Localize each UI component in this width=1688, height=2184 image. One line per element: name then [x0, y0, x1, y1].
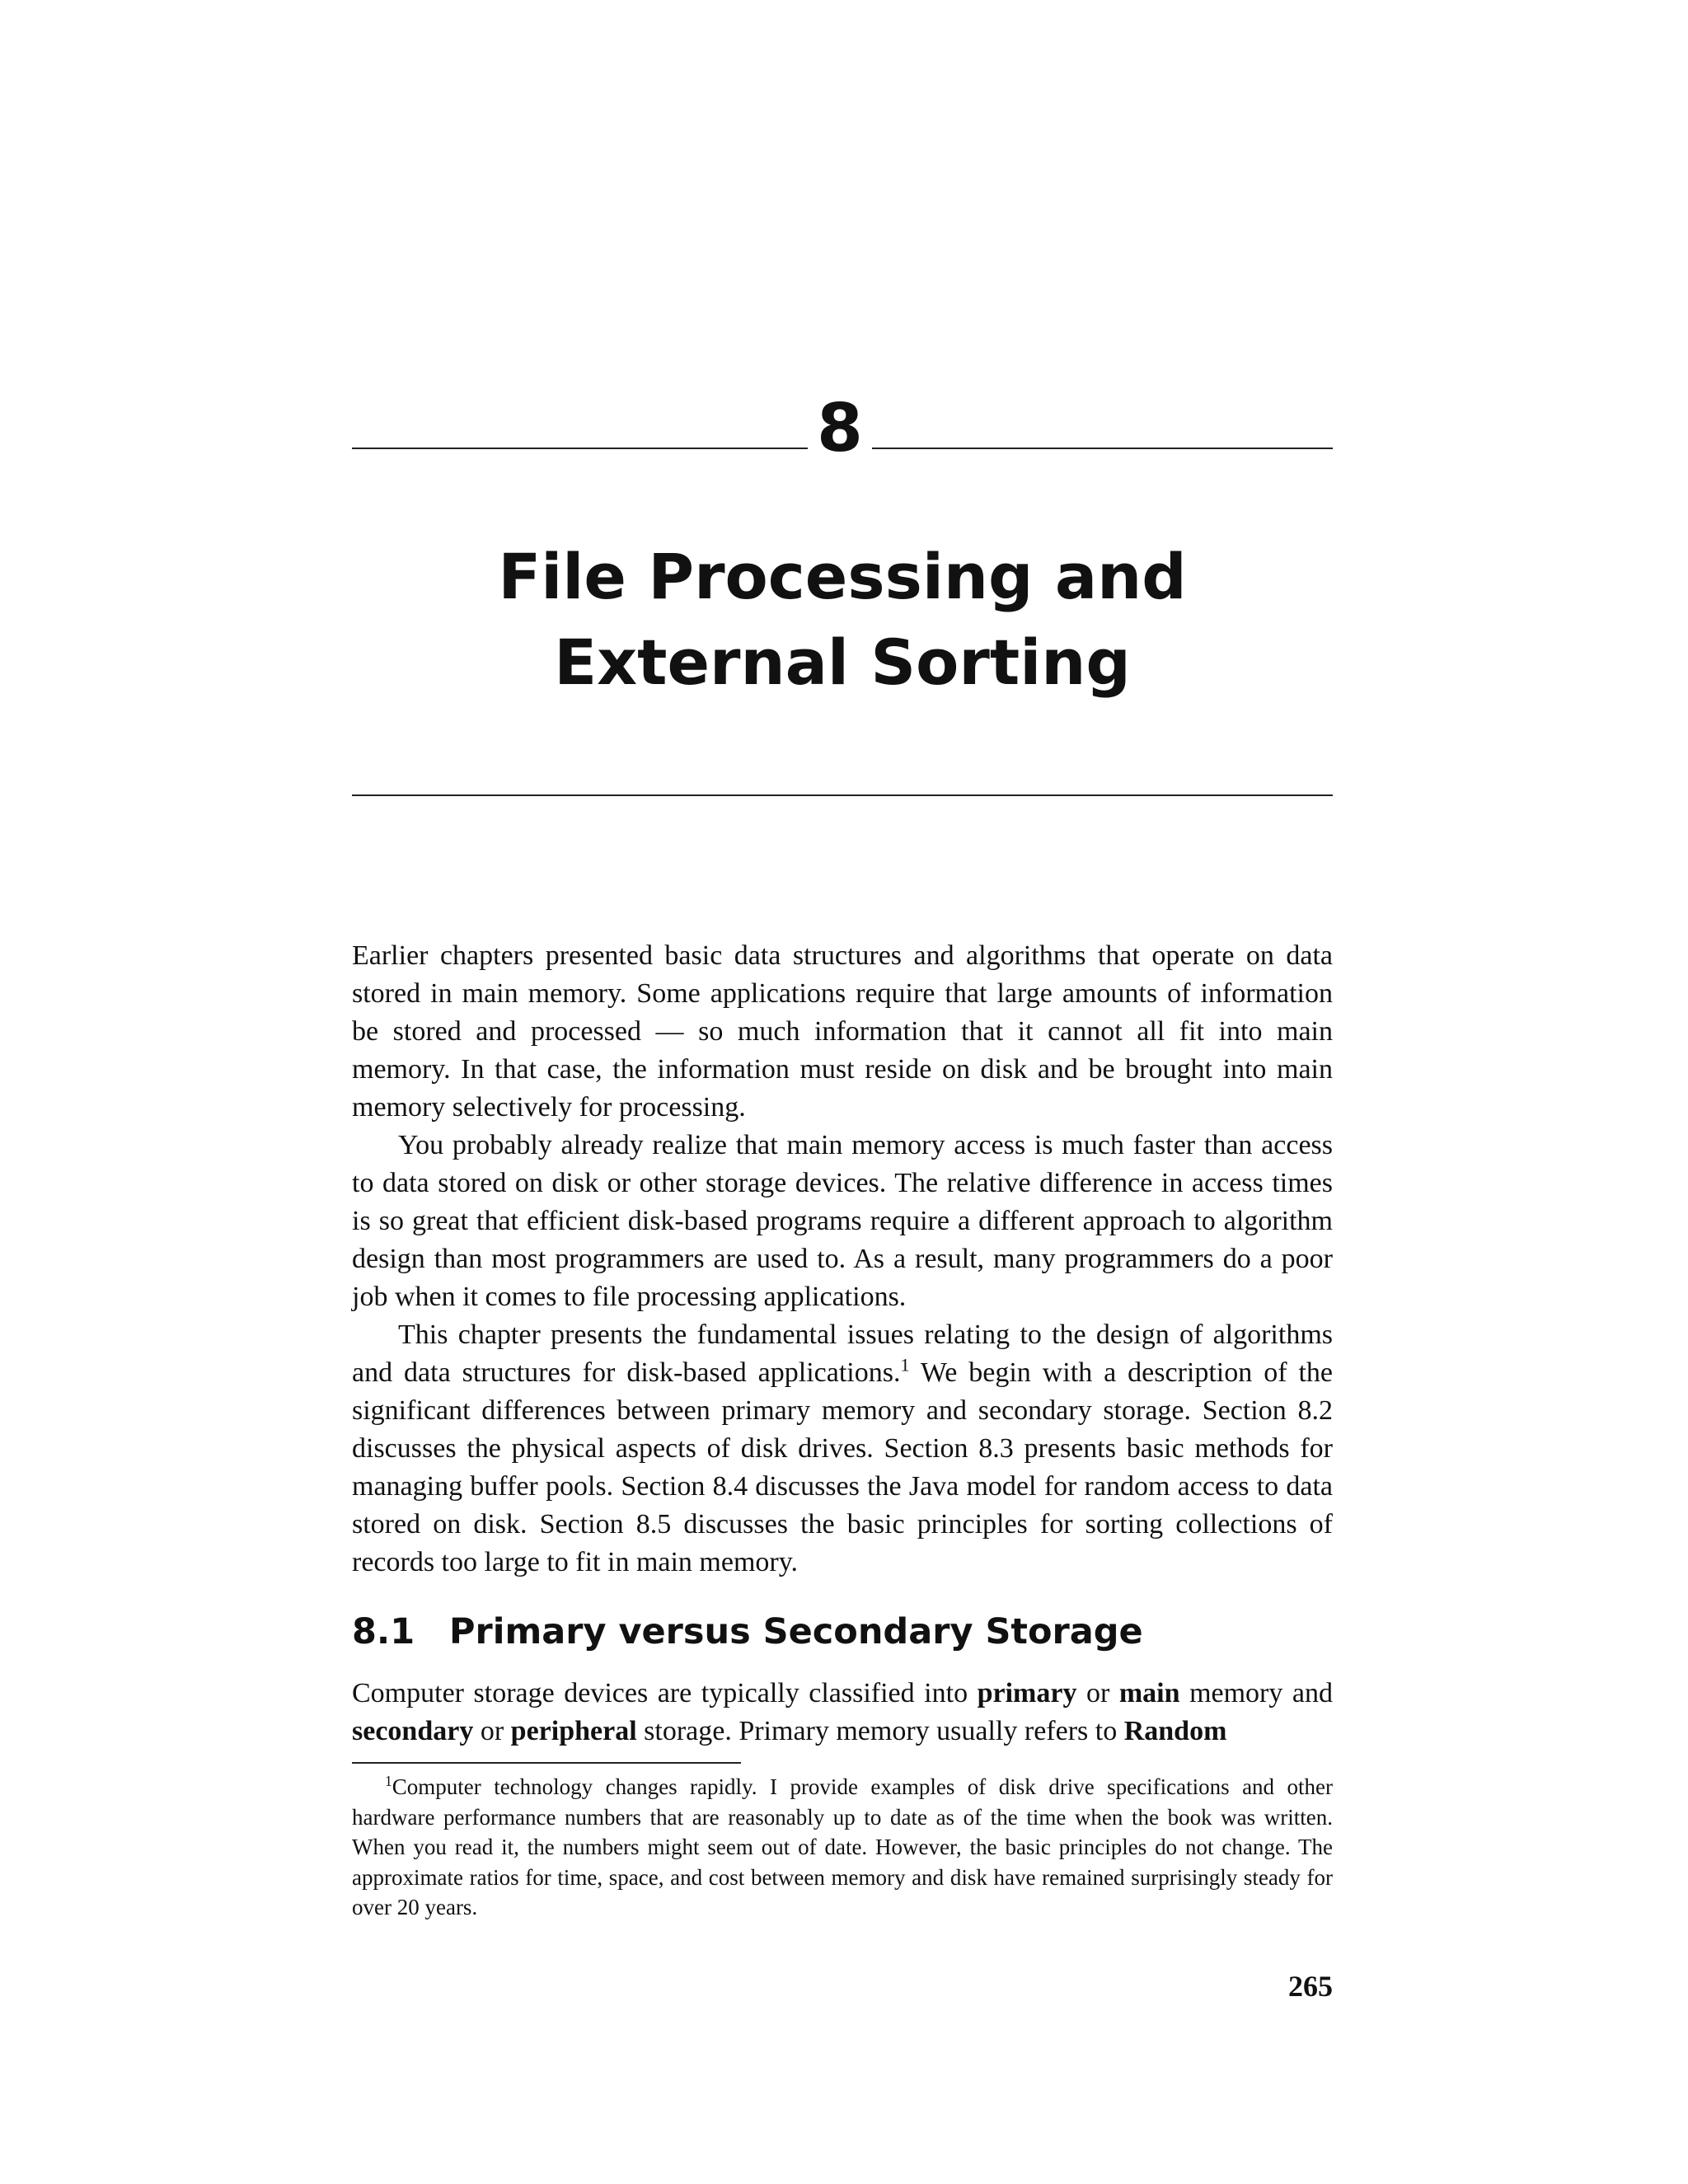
section-text-run: or [473, 1716, 511, 1746]
title-divider [352, 794, 1333, 796]
footnote [352, 1772, 1333, 1923]
section-text-run: Computer storage devices are typically classified into [352, 1678, 978, 1708]
footnote-text: Computer technology changes rapidly. I provide examples of disk drive specifications and other hardware performance numbers that are reasonably up to date as of the time when the book was written. When you read it, the numbers might seem out of date. However, the basic principles do not change. The approximate ratios for time, space, and cost between memory and disk have remained surprisingly steady for over 20 years. [352, 1774, 1333, 1919]
footnote-marker: 1 [385, 1773, 392, 1789]
intro-text [352, 937, 1333, 1582]
intro-paragraph-1: Earlier chapters presented basic data structures and algorithms that operate on data stored in main memory. Some applications require that large amounts of information be stored and processed — so much information that it cannot all fit into main memory. In that case, the information must reside on disk and be brought into main memory selectively for processing. [352, 940, 1333, 1122]
intro-paragraph-2: You probably already realize that main memory access is much faster than access to data stored on disk or other storage devices. The relative difference in access times is so great that efficient disk-based programs require a different approach to algorithm design than most programmers are used to. As a result, many programmers do a poor job when it comes to file processing applications. [352, 1130, 1333, 1312]
footnote-paragraph [352, 1772, 1333, 1923]
term-random: Random [1123, 1716, 1227, 1746]
chapter-rule-left [352, 448, 808, 449]
chapter-number: 8 [817, 390, 863, 466]
section-number: 8.1 [352, 1611, 415, 1652]
chapter-header [352, 387, 1333, 470]
footnote-rule [352, 1762, 741, 1764]
term-primary: primary [977, 1678, 1077, 1708]
intro-paragraph-3 [352, 1316, 1333, 1582]
chapter-title: File Processing and External Sorting [498, 540, 1187, 699]
term-peripheral: peripheral [510, 1716, 637, 1746]
footnote-reference: 1 [900, 1354, 910, 1376]
page-number: 265 [1288, 1970, 1333, 2003]
section-paragraph [352, 1675, 1333, 1750]
section-text-run: storage. Primary memory usually refers to [636, 1716, 1124, 1746]
term-main: main [1118, 1678, 1180, 1708]
section-text [352, 1675, 1333, 1750]
section-title: Primary versus Secondary Storage [449, 1611, 1143, 1652]
section-heading [352, 1607, 1333, 1657]
section-text-run: or [1076, 1678, 1119, 1708]
chapter-rule-right [872, 448, 1333, 449]
intro-paragraph-3-end: We begin with a description of the significant differences between primary memory and secondary storage. Section 8.2 discusses the physical aspects of disk drives. Section 8.3 presents basic methods for managing buffer pools. Section 8.4 discusses the Java model for random access to data stored on disk. Section 8.5 discusses the basic principles for sorting collections of records too large to fit in main memory. [352, 1357, 1334, 1577]
intro-paragraph-3-start: This chapter presents the fundamental issues relating to the design of algorithms and data structures for disk-based applications. [352, 1319, 1333, 1388]
term-secondary: secondary [352, 1716, 474, 1746]
section-text-run: memory and [1179, 1678, 1333, 1708]
